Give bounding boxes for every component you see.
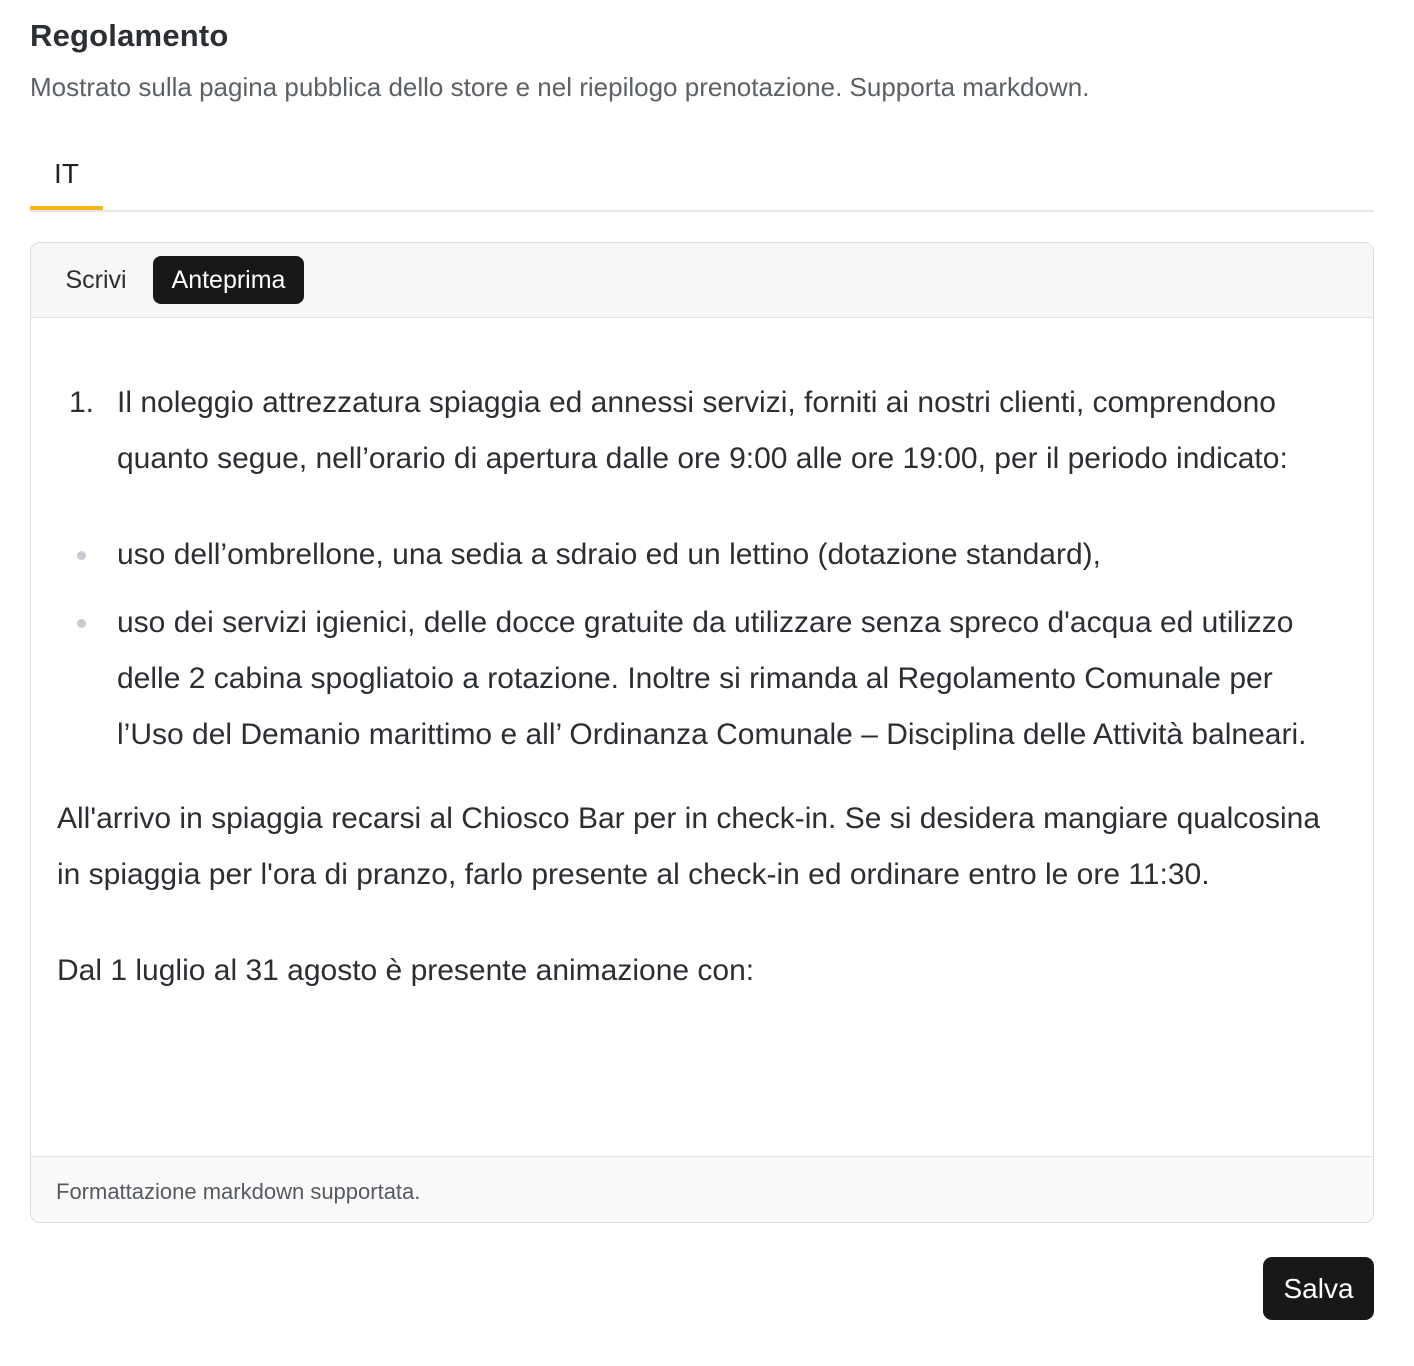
language-tabs <box>30 140 1374 212</box>
list-item <box>57 527 1347 583</box>
section-subtitle: Mostrato sulla pagina pubblica dello store e nel riepilogo prenotazione. Supporta markdown. <box>30 72 1090 102</box>
list-item <box>57 595 1347 763</box>
editor-toolbar <box>31 243 1373 318</box>
bullet-text: uso dell’ombrellone, una sedia a sdraio ed un lettino (dotazione standard), <box>117 538 1101 571</box>
bullet-icon <box>77 619 86 628</box>
bullet-text: uso dei servizi igienici, delle docce gratuite da utilizzare senza spreco d'acqua ed utilizzo delle 2 cabina spogliatoio a rotazione. Inoltre si rimanda al Regolamento Comunale per l’Uso del Demanio marittimo e all’ Ordinanza Comunale – Disciplina delle Attività balneari. <box>117 606 1307 751</box>
save-button[interactable]: Salva <box>1263 1257 1374 1320</box>
preview-paragraph-partial: Dal 1 luglio al 31 agosto è presente animazione con: <box>57 954 755 987</box>
bullet-list <box>57 527 1347 763</box>
preview-mode-button[interactable]: Anteprima <box>153 256 304 304</box>
tab-it-label: IT <box>54 158 79 189</box>
editor-footer <box>31 1156 1373 1223</box>
preview-paragraph: All'arrivo in spiaggia recarsi al Chiosco Bar per in check-in. Se si desidera mangiare qualcosina in spiaggia per l'ora di pranzo, farlo presente al check-in ed ordinare entro le ore 11:30. <box>57 802 1321 891</box>
ordered-item-text: Il noleggio attrezzatura spiaggia ed annessi servizi, forniti ai nostri clienti, comprendono quanto segue, nell’orario di apertura dalle ore 9:00 alle ore 19:00, per il periodo indicato: <box>117 386 1288 475</box>
preview-content <box>57 375 1347 999</box>
bullet-icon <box>77 551 86 560</box>
markdown-hint: Formattazione markdown supportata. <box>56 1179 421 1204</box>
preview-pane[interactable] <box>31 318 1373 1156</box>
ordered-list-item <box>57 375 1347 487</box>
markdown-editor <box>30 242 1374 1223</box>
active-tab-indicator <box>30 206 103 210</box>
section-title: Regolamento <box>30 18 229 53</box>
write-mode-button[interactable]: Scrivi <box>65 265 127 294</box>
list-number: 1. <box>69 386 95 419</box>
tab-it[interactable] <box>30 140 103 208</box>
